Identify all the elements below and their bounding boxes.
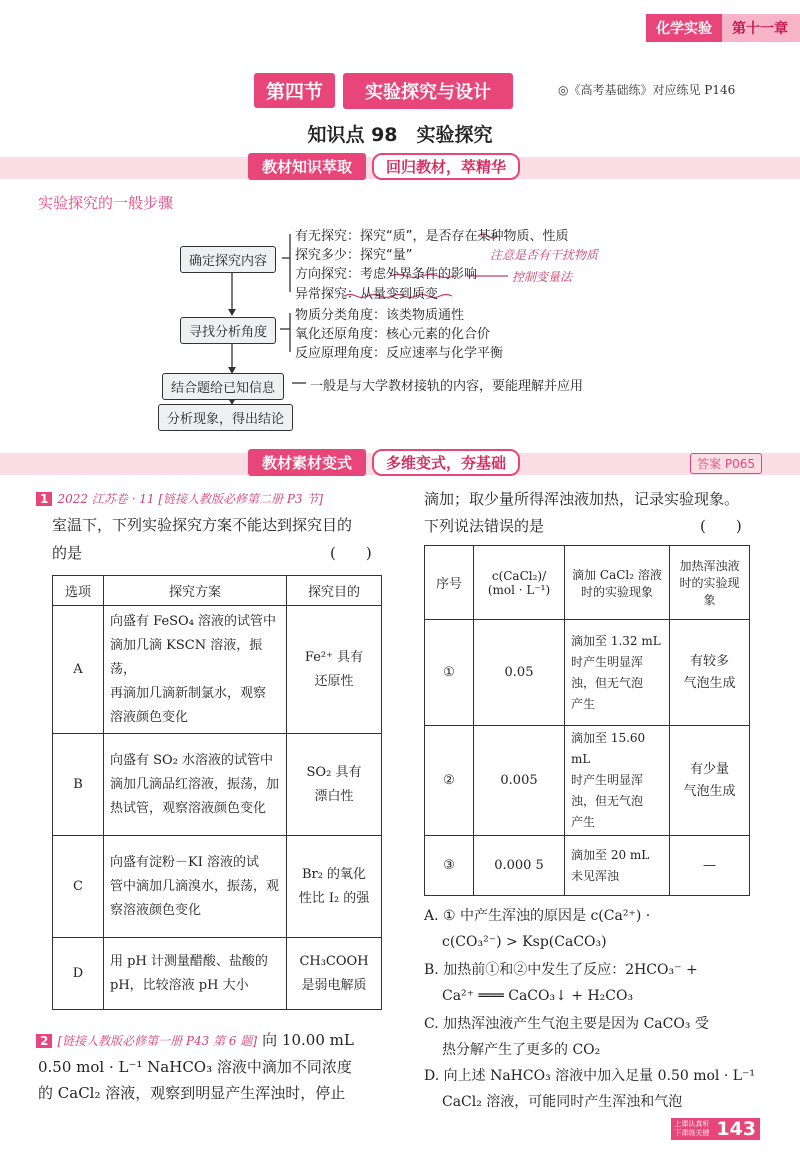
- table-row: [425, 620, 750, 726]
- heat-observation: 有少量 气泡生成: [670, 726, 750, 836]
- q1-source-line: [36, 488, 323, 507]
- flow-step-3: 结合题给已知信息: [162, 373, 284, 400]
- chapter-number: 第十一章: [722, 14, 800, 42]
- q1-stem: 的是: [52, 544, 83, 562]
- q2-stem: 的 CaCl₂ 溶液，观察到明显产生浑浊时，停止: [38, 1084, 346, 1102]
- drop-observation: 滴加至 15.60 mL 时产生明显浑 浊，但无气泡 产生: [565, 726, 670, 836]
- q2-table: [424, 545, 750, 896]
- page-number: 143: [712, 1118, 760, 1140]
- q2-header: 序号: [425, 546, 474, 620]
- concentration: 0.005: [474, 726, 565, 836]
- band-subtitle: 多维变式，夯基础: [372, 449, 520, 476]
- aim-cell: Fe²⁺ 具有 还原性: [287, 606, 382, 734]
- flow-connectors: [0, 0, 800, 440]
- table-row: [53, 734, 382, 836]
- handwritten-note: 注意是否有干扰物质: [490, 248, 599, 262]
- option-d-cont: CaCl₂ 溶液，可能同时产生浑浊和气泡: [442, 1094, 683, 1110]
- plan-cell: 用 pH 计测量醋酸、盐酸的 pH，比较溶液 pH 大小: [104, 938, 287, 1010]
- page-footer: [671, 1118, 760, 1140]
- step2-item: 反应原理角度：反应速率与化学平衡: [295, 346, 504, 361]
- aim-cell: CH₃COOH 是弱电解质: [287, 938, 382, 1010]
- q1-stem: 室温下，下列实验探究方案不能达到探究目的: [52, 516, 353, 534]
- answer-reference: 答案 P065: [690, 453, 762, 474]
- option-c-cont: 热分解产生了更多的 CO₂: [442, 1042, 601, 1058]
- plan-cell: 向盛有淀粉－KI 溶液的试 管中滴加几滴溴水，振荡，观 察溶液颜色变化: [104, 836, 287, 938]
- plan-cell: 向盛有 SO₂ 水溶液的试管中 滴加几滴品红溶液，振荡，加 热试管，观察溶液颜色变化: [104, 734, 287, 836]
- exercise-band-labels: [248, 449, 520, 476]
- option-a: A. ① 中产生浑浊的原因是 c(Ca²⁺) ·: [424, 908, 651, 924]
- knowledge-point-title: 知识点 98 实验探究: [307, 124, 493, 146]
- step1-item: 方向探究：考虑外界条件的影响: [295, 267, 478, 282]
- option-letter: C: [53, 836, 104, 938]
- q1-answer-bracket: ( ): [330, 544, 372, 562]
- step2-item: 氧化还原角度：核心元素的化合价: [295, 327, 491, 342]
- q2-number: 2: [36, 1034, 52, 1048]
- concentration: 0.000 5: [474, 836, 565, 896]
- table-row: [425, 726, 750, 836]
- chapter-topic: 化学实验: [646, 14, 722, 42]
- option-b: B. 加热前①和②中发生了反应：2HCO₃⁻ +: [424, 962, 698, 978]
- option-c: C. 加热浑浊液产生气泡主要是因为 CaCO₃ 受: [424, 1016, 709, 1032]
- option-b-cont: Ca²⁺ ═══ CaCO₃↓ + H₂CO₃: [442, 988, 634, 1004]
- q1-number: 1: [36, 492, 52, 506]
- flow-step-2: 寻找分析角度: [180, 317, 276, 344]
- step3-text: 一般是与大学教材接轨的内容，要能理解并应用: [310, 379, 584, 394]
- q1-header: 选项: [53, 576, 104, 606]
- footer-slogan: 上课认真听 下课练关键: [671, 1118, 712, 1140]
- band-pill: 教材知识萃取: [248, 153, 366, 180]
- concentration: 0.05: [474, 620, 565, 726]
- band-subtitle: 回归教材，萃精华: [372, 153, 520, 180]
- heat-observation: —: [670, 836, 750, 896]
- table-row: [53, 606, 382, 734]
- option-letter: D: [53, 938, 104, 1010]
- table-row: [425, 836, 750, 896]
- plan-cell: 向盛有 FeSO₄ 溶液的试管中 滴加几滴 KSCN 溶液，振荡， 再滴加几滴新制氯水，观察 溶液颜色变化: [104, 606, 287, 734]
- option-a-cont: c(CO₃²⁻) > Ksp(CaCO₃): [442, 934, 607, 950]
- q2-source-line: [36, 1027, 354, 1054]
- table-row: [53, 836, 382, 938]
- step1-item: 有无探究：探究“质”，是否存在某种物质、性质: [295, 229, 569, 244]
- q2-header: c(CaCl₂)/ (mol · L⁻¹): [474, 546, 565, 620]
- section-number: 第四节: [254, 73, 335, 108]
- q2-header: 滴加 CaCl₂ 溶液时的实验现象: [565, 546, 670, 620]
- heat-observation: 有较多 气泡生成: [670, 620, 750, 726]
- flow-heading: 实验探究的一般步骤: [38, 194, 174, 212]
- band-pill: 教材素材变式: [248, 449, 366, 476]
- cross-reference: ◎《高考基础练》对应练见 P146: [558, 83, 736, 97]
- flow-step-1: 确定探究内容: [180, 246, 276, 273]
- option-d: D. 向上述 NaHCO₃ 溶液中加入足量 0.50 mol · L⁻¹: [424, 1068, 756, 1084]
- q2-answer-bracket: ( ): [700, 517, 742, 535]
- q1-header: 探究方案: [104, 576, 287, 606]
- row-number: ③: [425, 836, 474, 896]
- step1-item: 探究多少：探究“量”: [295, 248, 413, 263]
- q1-header: 探究目的: [287, 576, 382, 606]
- q2-stem: 0.50 mol · L⁻¹ NaHCO₃ 溶液中滴加不同浓度: [38, 1058, 352, 1076]
- q2-source: [链接人教版必修第一册 P43 第 6 题]: [57, 1034, 258, 1048]
- q2-header: 加热浑浊液时的实验现象: [670, 546, 750, 620]
- q1-table: [52, 575, 382, 1010]
- drop-observation: 滴加至 20 mL 未见浑浊: [565, 836, 670, 896]
- table-row: [53, 938, 382, 1010]
- step1-item: 异常探究：从量变到质变: [295, 287, 439, 302]
- flow-step-4: 分析现象，得出结论: [158, 404, 293, 431]
- q2-stem: 下列说法错误的是: [424, 517, 545, 535]
- q1-source: 2022 江苏卷 · 11 [链接人教版必修第二册 P3 节]: [57, 492, 324, 506]
- section-title: 实验探究与设计: [343, 73, 513, 109]
- option-letter: A: [53, 606, 104, 734]
- row-number: ①: [425, 620, 474, 726]
- drop-observation: 滴加至 1.32 mL 时产生明显浑 浊，但无气泡 产生: [565, 620, 670, 726]
- option-letter: B: [53, 734, 104, 836]
- q2-stem: 滴加；取少量所得浑浊液加热，记录实验现象。: [424, 490, 740, 508]
- step2-item: 物质分类角度：该类物质通性: [295, 308, 465, 323]
- aim-cell: SO₂ 具有 漂白性: [287, 734, 382, 836]
- aim-cell: Br₂ 的氧化 性比 I₂ 的强: [287, 836, 382, 938]
- handwritten-note: 控制变量法: [512, 270, 573, 284]
- row-number: ②: [425, 726, 474, 836]
- q2-stem: 向 10.00 mL: [262, 1031, 354, 1049]
